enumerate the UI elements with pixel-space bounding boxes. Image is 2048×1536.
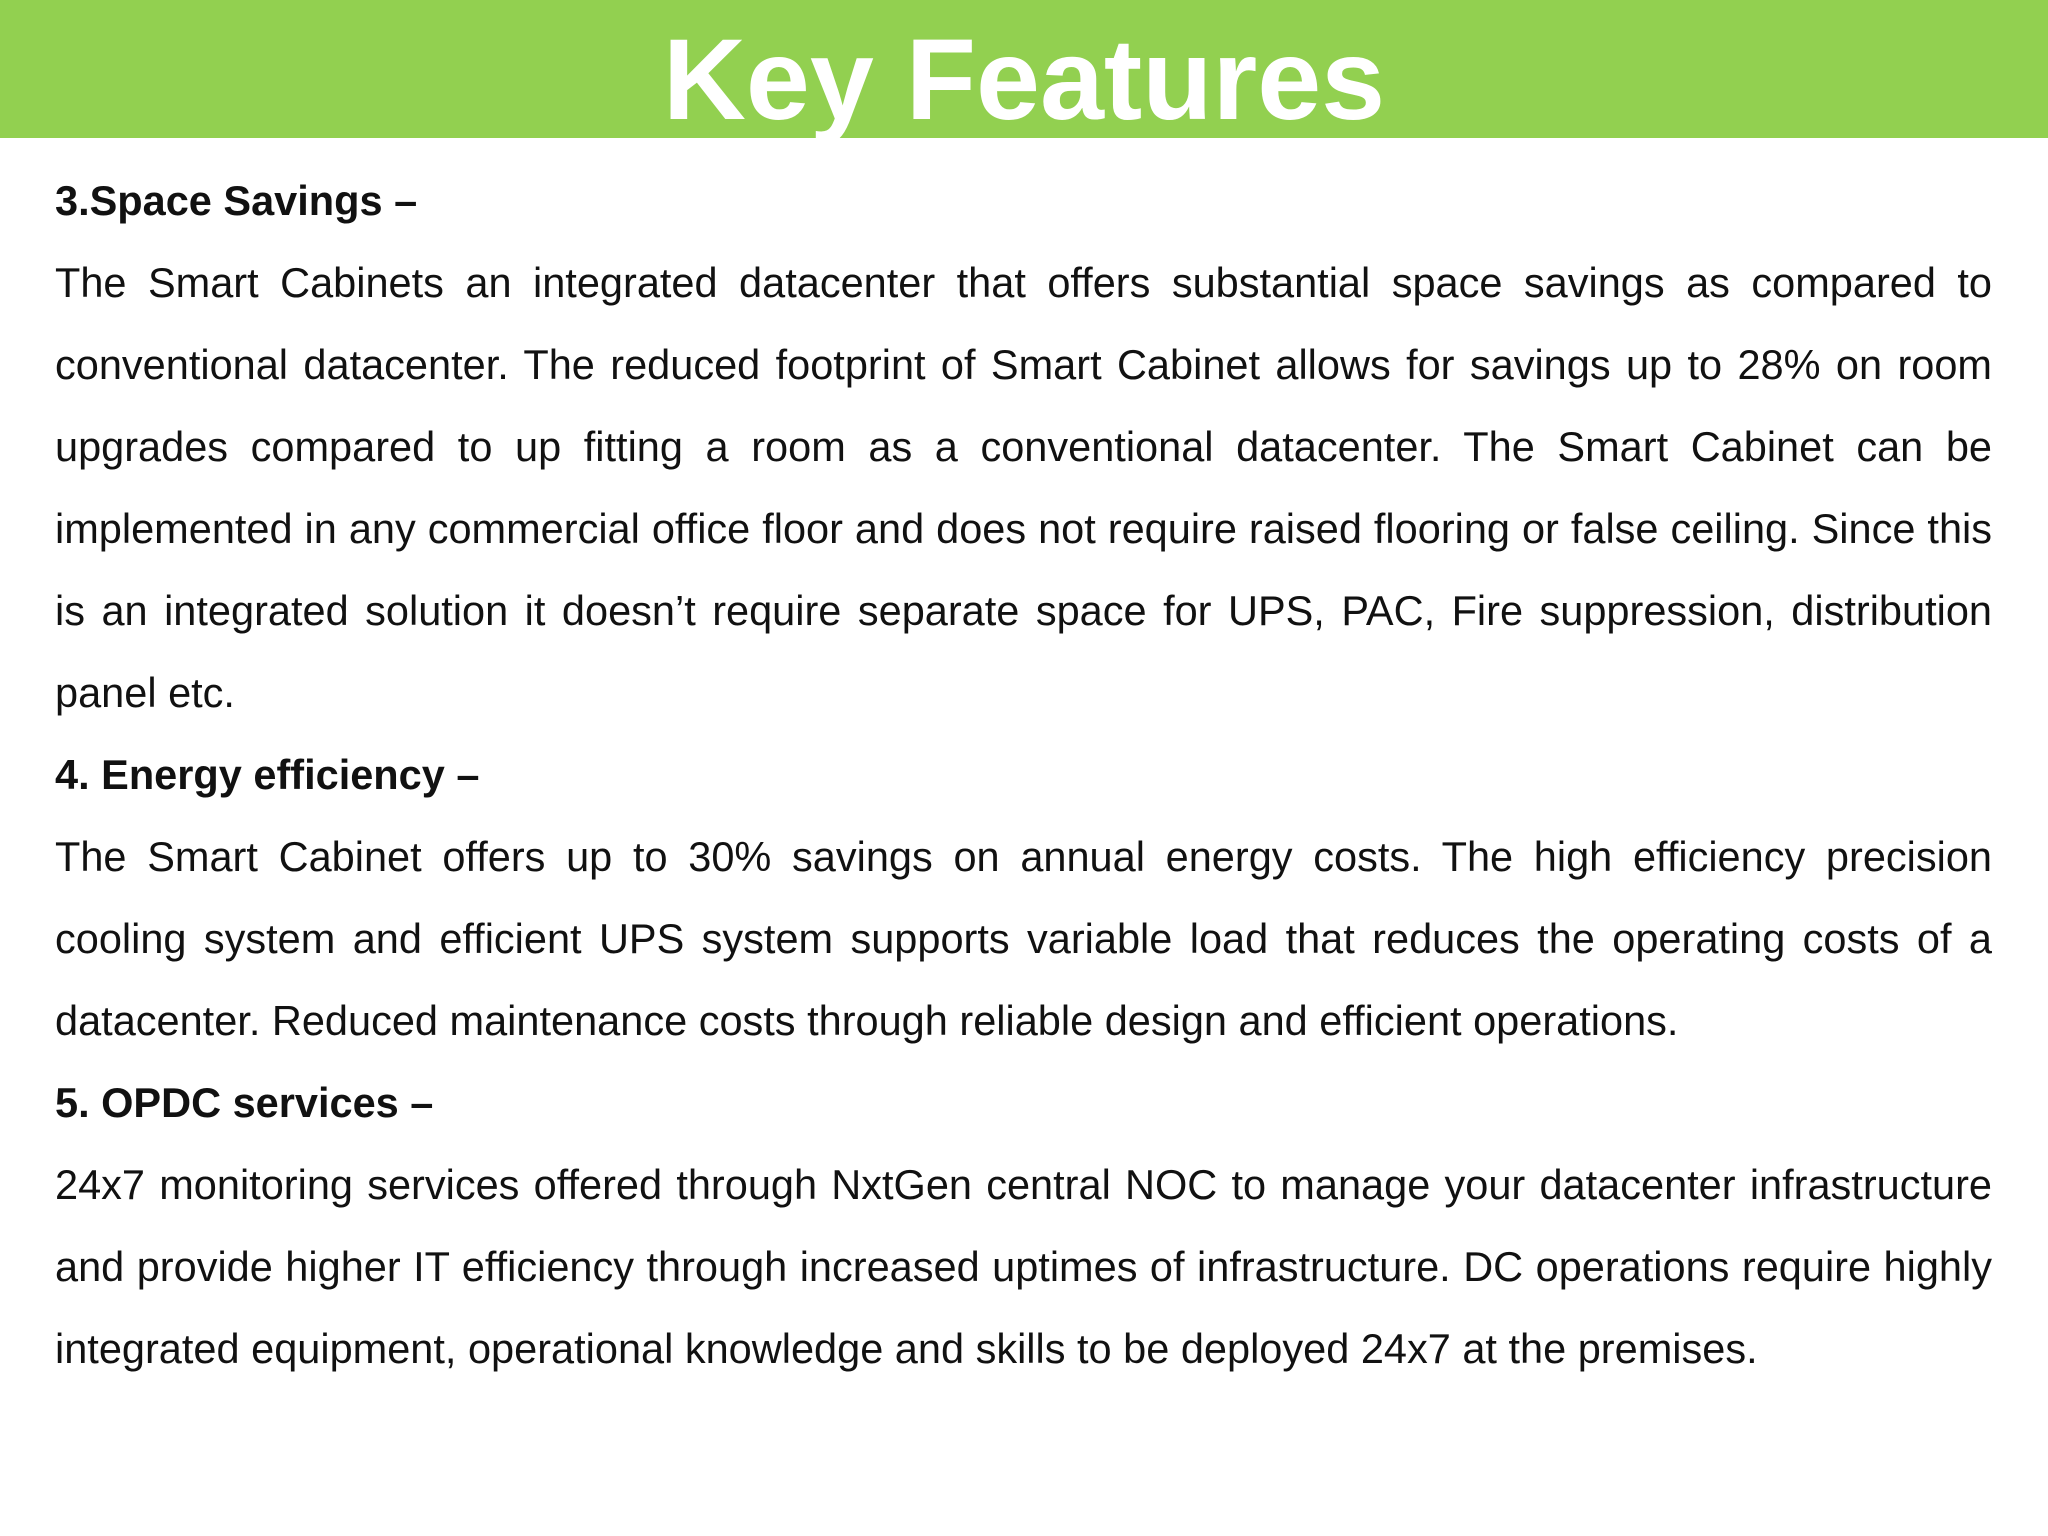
section-heading-opdc-services: 5. OPDC services – bbox=[55, 1079, 434, 1126]
page-title: Key Features bbox=[662, 16, 1386, 144]
section-body-energy-efficiency: The Smart Cabinet offers up to 30% savings on annual energy costs. The high efficiency precision cooling system and efficient UPS system supports variable load that reduces the operating costs of a datacenter. Reduced maintenance costs through reliable design and efficient operations. bbox=[55, 833, 1992, 1044]
content bbox=[55, 160, 1992, 1390]
section-body-space-savings: The Smart Cabinets an integrated datacenter that offers substantial space savings as compared to conventional datacenter. The reduced footprint of Smart Cabinet allows for savings up to 28% on room upgrades compared to up fitting a room as a conventional datacenter. The Smart Cabinet can be implemented in any commercial office floor and does not require raised flooring or false ceiling. Since this is an integrated solution it doesn’t require separate space for UPS, PAC, Fire suppression, distribution panel etc. bbox=[55, 259, 1992, 716]
section-heading-space-savings: 3.Space Savings – bbox=[55, 177, 418, 224]
section-heading-energy-efficiency: 4. Energy efficiency – bbox=[55, 751, 480, 798]
section-body-opdc-services: 24x7 monitoring services offered through NxtGen central NOC to manage your datacenter infrastructure and provide higher IT efficiency through increased uptimes of infrastructure. DC operations require highly integrated equipment, operational knowledge and skills to be deployed 24x7 at the premises. bbox=[55, 1161, 1992, 1372]
